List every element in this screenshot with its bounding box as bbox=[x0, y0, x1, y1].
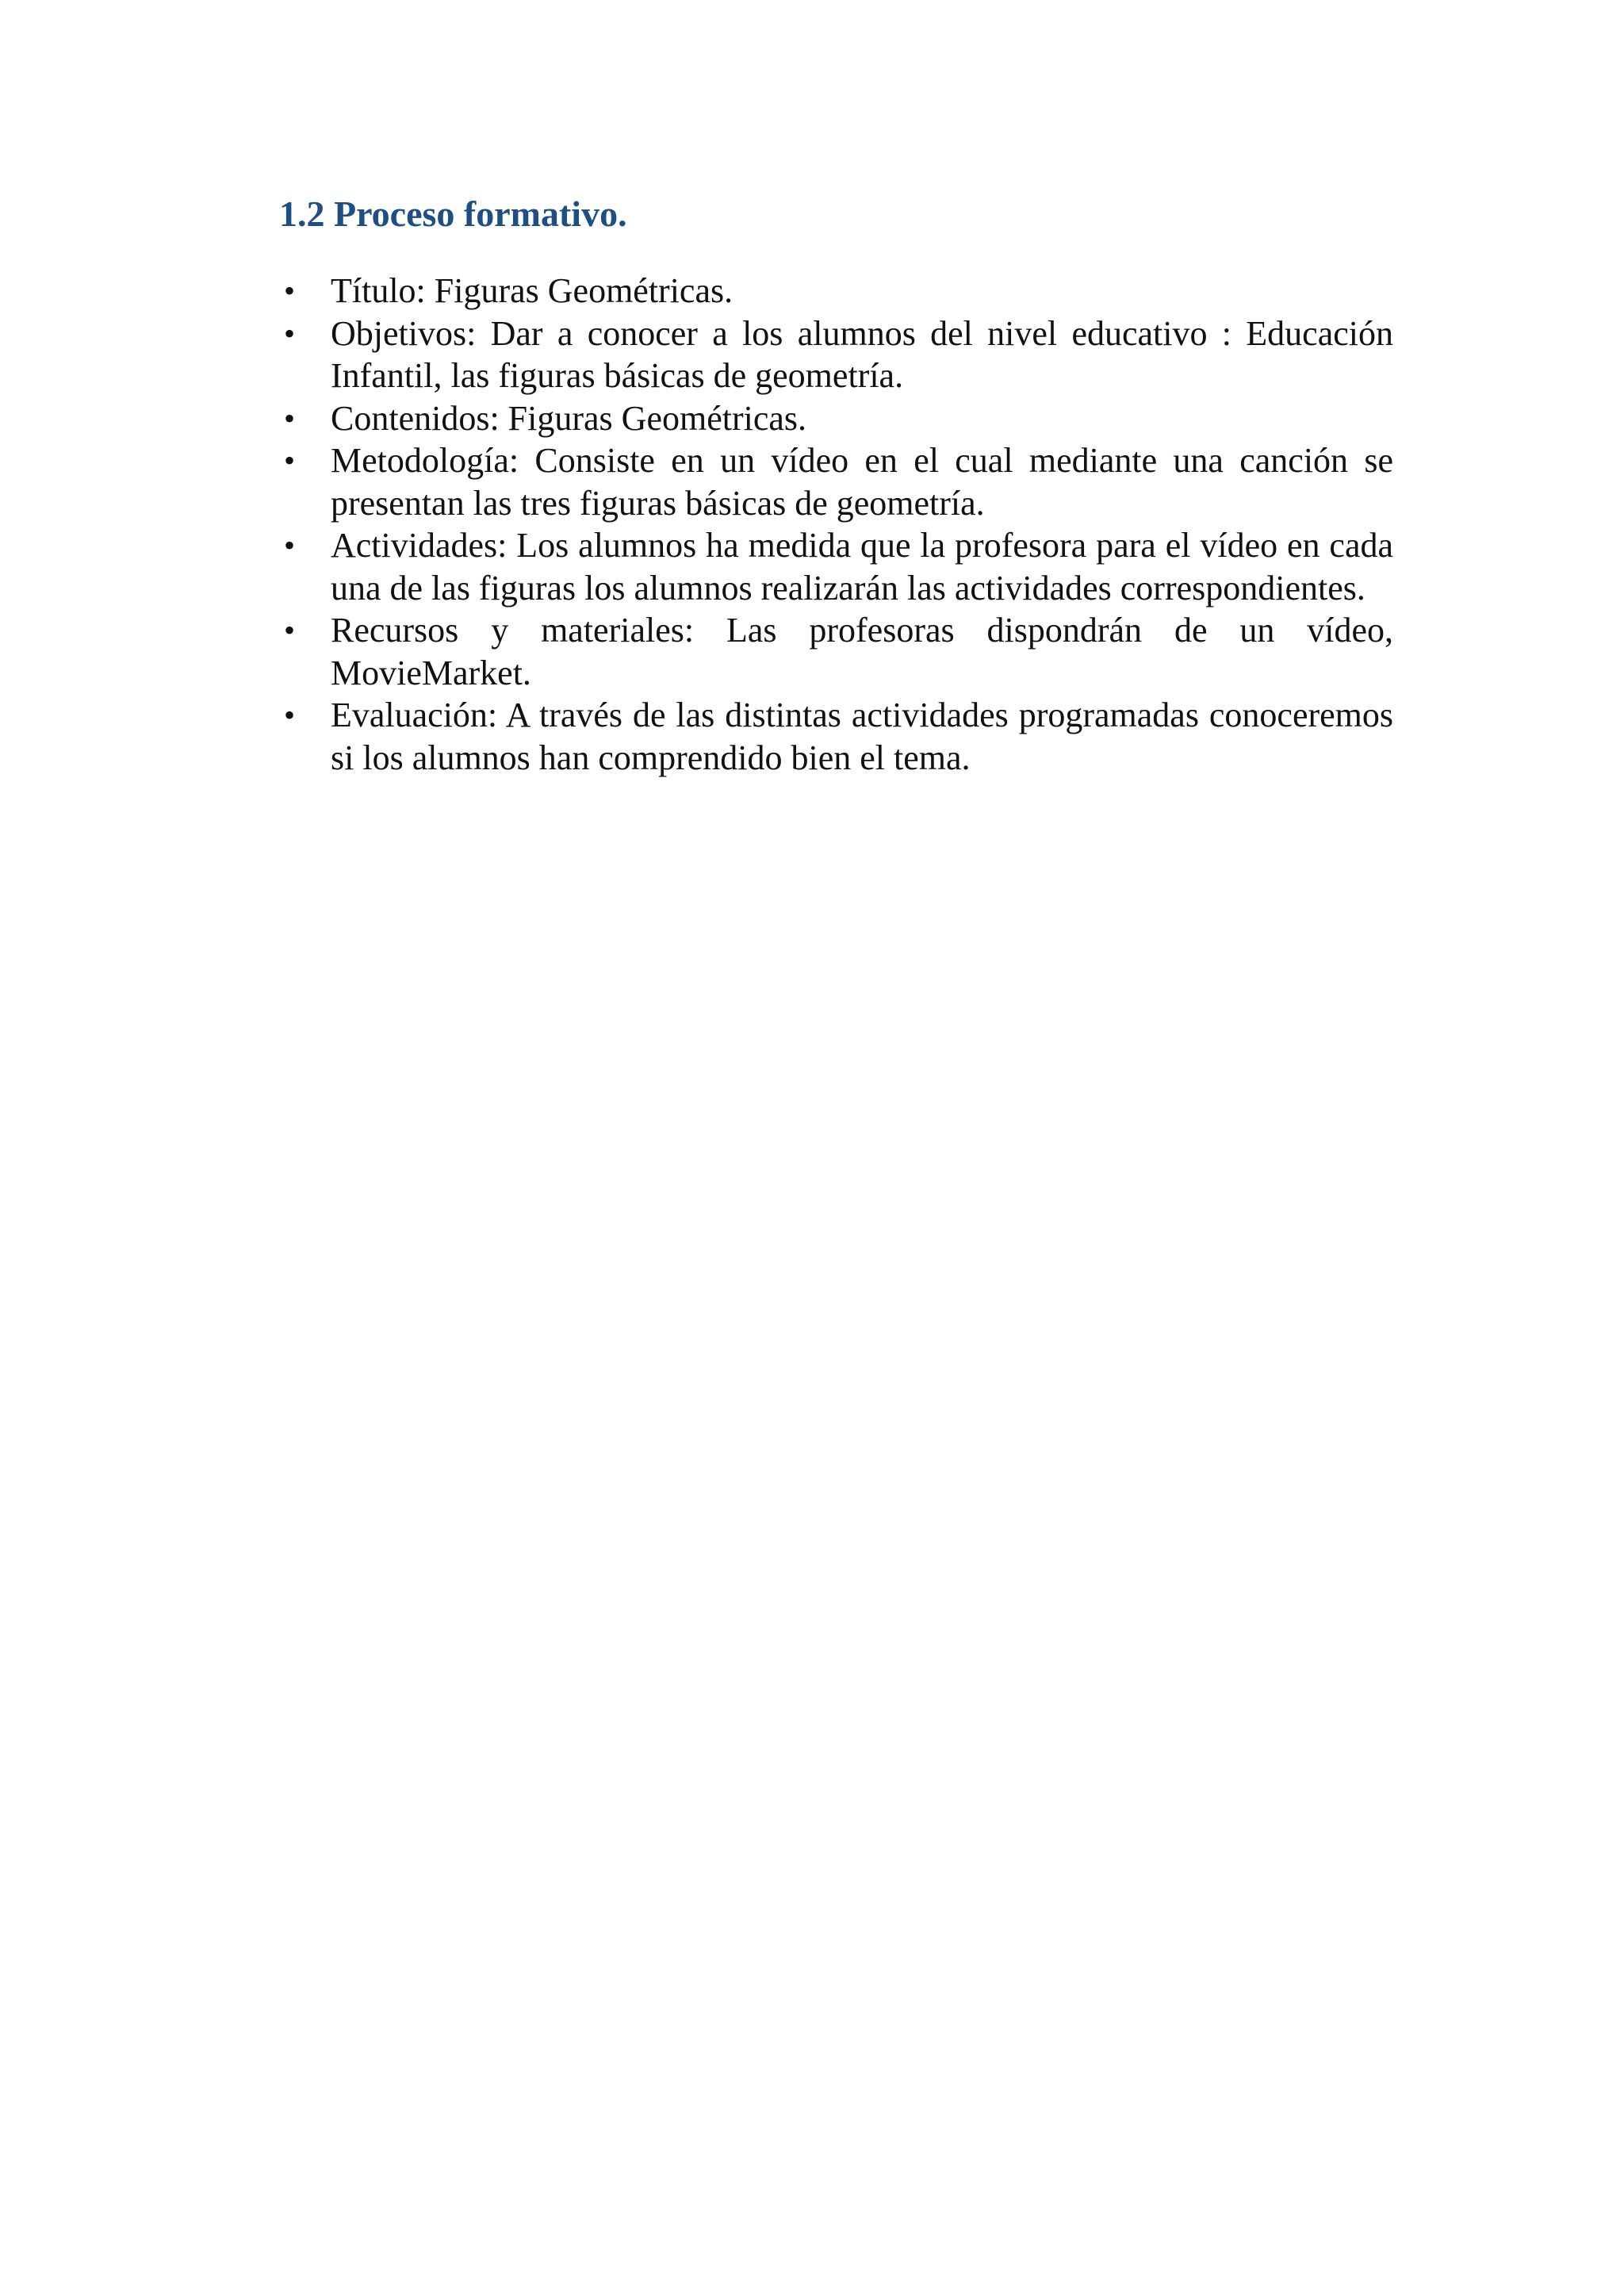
bullet-item-recursos bbox=[279, 609, 1393, 694]
bullet-icon: • bbox=[284, 612, 296, 648]
bullet-item-metodologia bbox=[279, 439, 1393, 524]
bullet-icon: • bbox=[284, 443, 296, 478]
bullet-item-objetivos bbox=[279, 312, 1393, 397]
bullet-list bbox=[279, 270, 1393, 779]
page-content bbox=[279, 190, 1393, 779]
bullet-item-actividades bbox=[279, 524, 1393, 609]
bullet-icon: • bbox=[284, 400, 296, 436]
bullet-icon: • bbox=[284, 273, 296, 309]
bullet-text: Recursos y materiales: Las profesoras dispondrán de un vídeo, MovieMarket. bbox=[331, 611, 1393, 692]
bullet-icon: • bbox=[284, 527, 296, 563]
bullet-text: Metodología: Consiste en un vídeo en el cual mediante una canción se presentan las tres figuras básicas de geometría. bbox=[331, 441, 1393, 523]
bullet-icon: • bbox=[284, 315, 296, 351]
bullet-item-titulo bbox=[279, 270, 1393, 312]
bullet-text: Contenidos: Figuras Geométricas. bbox=[331, 398, 807, 438]
bullet-text: Evaluación: A través de las distintas actividades programadas conoceremos si los alumnos han comprendido bien el tema. bbox=[331, 696, 1393, 777]
bullet-item-evaluacion bbox=[279, 694, 1393, 779]
bullet-text: Título: Figuras Geométricas. bbox=[331, 271, 733, 310]
bullet-icon: • bbox=[284, 697, 296, 733]
bullet-text: Objetivos: Dar a conocer a los alumnos del nivel educativo : Educación Infantil, las figuras básicas de geometría. bbox=[331, 313, 1393, 395]
bullet-text: Actividades: Los alumnos ha medida que la profesora para el vídeo en cada una de las figuras los alumnos realizarán las actividades correspondientes. bbox=[331, 526, 1393, 608]
section-heading: 1.2 Proceso formativo. bbox=[279, 194, 627, 234]
bullet-item-contenidos bbox=[279, 397, 1393, 440]
